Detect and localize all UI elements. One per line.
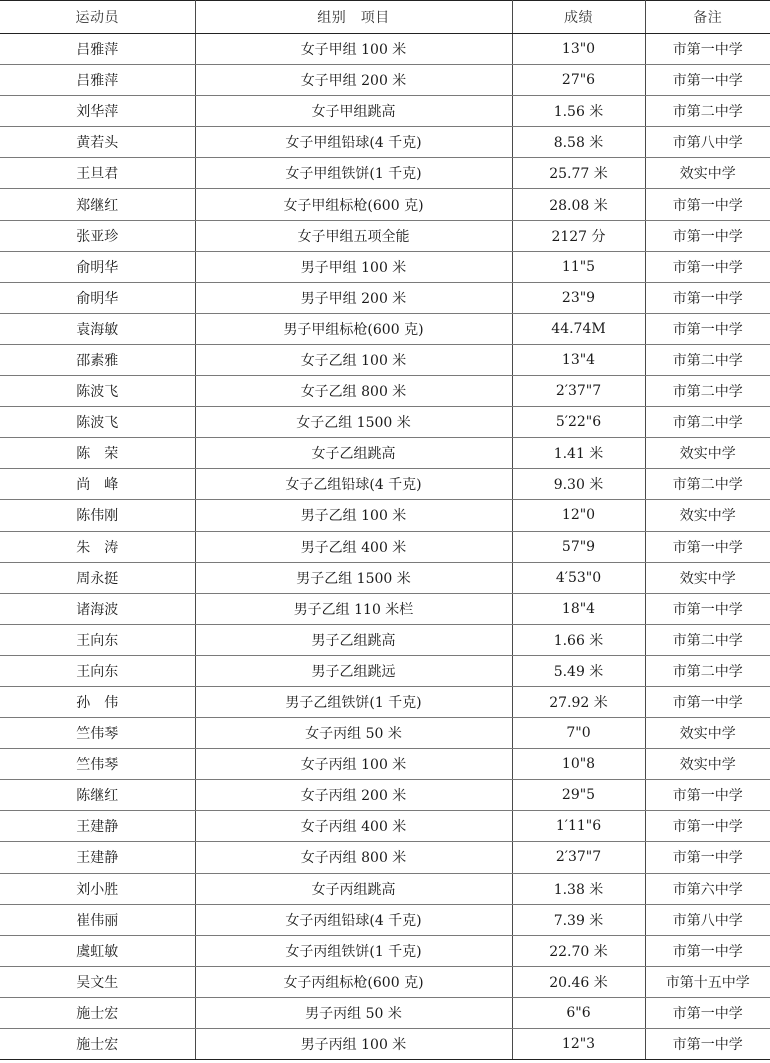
table-row [0,997,770,1028]
event-cell: 女子丙组 800 米 [195,842,512,873]
event-cell: 男子丙组 100 米 [195,1029,512,1060]
result-cell: 18"4 [512,593,645,624]
remark-cell: 市第二中学 [645,655,770,686]
event-cell: 女子甲组 200 米 [195,65,512,96]
athlete-cell: 朱 涛 [0,531,195,562]
result-cell: 9.30 米 [512,469,645,500]
table-header [0,1,770,34]
result-cell: 13"4 [512,344,645,375]
table-row [0,376,770,407]
result-cell: 10"8 [512,749,645,780]
result-cell: 2′37"7 [512,376,645,407]
table-row [0,966,770,997]
table-body [0,34,770,1060]
remark-cell: 效实中学 [645,562,770,593]
athlete-cell: 刘小胜 [0,873,195,904]
event-cell: 男子乙组跳高 [195,624,512,655]
result-cell: 13"0 [512,34,645,65]
result-cell: 4′53"0 [512,562,645,593]
result-cell: 7"0 [512,718,645,749]
table-row [0,127,770,158]
table-row [0,96,770,127]
event-cell: 女子乙组跳高 [195,438,512,469]
event-cell: 男子甲组 200 米 [195,282,512,313]
event-cell: 男子丙组 50 米 [195,997,512,1028]
result-cell: 57"9 [512,531,645,562]
result-cell: 7.39 米 [512,904,645,935]
event-cell: 女子丙组铁饼(1 千克) [195,935,512,966]
event-cell: 女子乙组 1500 米 [195,407,512,438]
event-cell: 男子乙组铁饼(1 千克) [195,686,512,717]
remark-cell: 市第一中学 [645,935,770,966]
event-cell: 女子乙组 100 米 [195,344,512,375]
result-cell: 8.58 米 [512,127,645,158]
result-cell: 5.49 米 [512,655,645,686]
table-row [0,780,770,811]
remark-cell: 市第一中学 [645,1029,770,1060]
result-cell: 2127 分 [512,220,645,251]
remark-cell: 市第一中学 [645,65,770,96]
athlete-cell: 王建静 [0,842,195,873]
remark-cell: 市第二中学 [645,344,770,375]
event-cell: 女子丙组 100 米 [195,749,512,780]
event-cell: 男子乙组 1500 米 [195,562,512,593]
event-cell: 女子甲组跳高 [195,96,512,127]
remark-cell: 市第一中学 [645,34,770,65]
table-row [0,873,770,904]
result-cell: 29"5 [512,780,645,811]
remark-cell: 市第六中学 [645,873,770,904]
athlete-cell: 刘华萍 [0,96,195,127]
athlete-cell: 施士宏 [0,1029,195,1060]
athlete-cell: 周永挺 [0,562,195,593]
table-row [0,34,770,65]
event-cell: 女子丙组 400 米 [195,811,512,842]
table-row [0,158,770,189]
athlete-cell: 陈继红 [0,780,195,811]
table-row [0,624,770,655]
result-cell: 1.66 米 [512,624,645,655]
result-cell: 1.56 米 [512,96,645,127]
result-cell: 1.38 米 [512,873,645,904]
athlete-cell: 陈波飞 [0,376,195,407]
result-cell: 28.08 米 [512,189,645,220]
athlete-cell: 施士宏 [0,997,195,1028]
table-row [0,438,770,469]
remark-cell: 市第八中学 [645,127,770,158]
athlete-cell: 张亚珍 [0,220,195,251]
result-cell: 11"5 [512,251,645,282]
remark-cell: 市第一中学 [645,282,770,313]
remark-cell: 市第一中学 [645,313,770,344]
result-cell: 23"9 [512,282,645,313]
event-cell: 女子丙组 200 米 [195,780,512,811]
table-row [0,469,770,500]
header-athlete: 运动员 [0,1,195,34]
event-cell: 女子甲组五项全能 [195,220,512,251]
table-row [0,220,770,251]
header-group-event: 组别 项目 [195,1,512,34]
table-row [0,562,770,593]
athlete-cell: 王向东 [0,655,195,686]
athlete-cell: 袁海敏 [0,313,195,344]
table-row [0,749,770,780]
event-cell: 男子乙组 110 米栏 [195,593,512,624]
table-row [0,500,770,531]
athlete-cell: 孙 伟 [0,686,195,717]
table-row [0,811,770,842]
athlete-cell: 陈波飞 [0,407,195,438]
event-cell: 女子乙组 800 米 [195,376,512,407]
remark-cell: 市第一中学 [645,811,770,842]
table-row [0,593,770,624]
remark-cell: 效实中学 [645,438,770,469]
header-remark: 备注 [645,1,770,34]
remark-cell: 市第一中学 [645,997,770,1028]
event-cell: 男子甲组 100 米 [195,251,512,282]
athlete-cell: 邵素雅 [0,344,195,375]
table-row [0,251,770,282]
athlete-cell: 吴文生 [0,966,195,997]
table-row [0,407,770,438]
athlete-cell: 吕雅萍 [0,34,195,65]
header-result: 成绩 [512,1,645,34]
event-cell: 女子甲组铁饼(1 千克) [195,158,512,189]
event-cell: 女子丙组铅球(4 千克) [195,904,512,935]
athlete-cell: 俞明华 [0,282,195,313]
event-cell: 女子甲组标枪(600 克) [195,189,512,220]
event-cell: 女子丙组跳高 [195,873,512,904]
result-cell: 1′11"6 [512,811,645,842]
result-cell: 1.41 米 [512,438,645,469]
remark-cell: 市第一中学 [645,593,770,624]
result-cell: 44.74M [512,313,645,344]
table-row [0,842,770,873]
event-cell: 女子丙组 50 米 [195,718,512,749]
result-cell: 27.92 米 [512,686,645,717]
athlete-cell: 黄若头 [0,127,195,158]
remark-cell: 市第二中学 [645,407,770,438]
result-cell: 22.70 米 [512,935,645,966]
remark-cell: 市第一中学 [645,220,770,251]
athlete-cell: 吕雅萍 [0,65,195,96]
result-cell: 2′37"7 [512,842,645,873]
result-cell: 12"3 [512,1029,645,1060]
table-row [0,718,770,749]
remark-cell: 市第一中学 [645,842,770,873]
remark-cell: 市第八中学 [645,904,770,935]
table-row [0,904,770,935]
result-cell: 6"6 [512,997,645,1028]
event-cell: 女子甲组 100 米 [195,34,512,65]
event-cell: 女子丙组标枪(600 克) [195,966,512,997]
event-cell: 女子甲组铅球(4 千克) [195,127,512,158]
remark-cell: 市第一中学 [645,686,770,717]
remark-cell: 效实中学 [645,500,770,531]
remark-cell: 效实中学 [645,158,770,189]
athlete-cell: 俞明华 [0,251,195,282]
table-row [0,282,770,313]
athlete-cell: 陈 荣 [0,438,195,469]
athlete-cell: 陈伟刚 [0,500,195,531]
remark-cell: 效实中学 [645,718,770,749]
event-cell: 男子乙组 100 米 [195,500,512,531]
table-row [0,189,770,220]
remark-cell: 市第二中学 [645,376,770,407]
remark-cell: 市第十五中学 [645,966,770,997]
athlete-cell: 诸海波 [0,593,195,624]
table-row [0,531,770,562]
athlete-cell: 竺伟琴 [0,749,195,780]
remark-cell: 市第二中学 [645,469,770,500]
result-cell: 25.77 米 [512,158,645,189]
table-row [0,1029,770,1060]
athlete-cell: 崔伟丽 [0,904,195,935]
result-cell: 27"6 [512,65,645,96]
event-cell: 男子乙组跳远 [195,655,512,686]
athlete-cell: 虞虹敏 [0,935,195,966]
remark-cell: 市第一中学 [645,189,770,220]
remark-cell: 市第一中学 [645,531,770,562]
athlete-cell: 王旦君 [0,158,195,189]
athlete-cell: 王向东 [0,624,195,655]
event-cell: 男子甲组标枪(600 克) [195,313,512,344]
table-row [0,655,770,686]
remark-cell: 市第二中学 [645,96,770,127]
table-row [0,686,770,717]
remark-cell: 效实中学 [645,749,770,780]
table-row [0,935,770,966]
result-cell: 20.46 米 [512,966,645,997]
result-cell: 12"0 [512,500,645,531]
event-cell: 女子乙组铅球(4 千克) [195,469,512,500]
athlete-cell: 郑继红 [0,189,195,220]
athlete-cell: 尚 峰 [0,469,195,500]
remark-cell: 市第二中学 [645,624,770,655]
remark-cell: 市第一中学 [645,251,770,282]
table-row [0,65,770,96]
remark-cell: 市第一中学 [645,780,770,811]
event-cell: 男子乙组 400 米 [195,531,512,562]
header-row [0,1,770,34]
athlete-cell: 竺伟琴 [0,718,195,749]
table-row [0,344,770,375]
table-row [0,313,770,344]
result-cell: 5′22"6 [512,407,645,438]
athlete-cell: 王建静 [0,811,195,842]
